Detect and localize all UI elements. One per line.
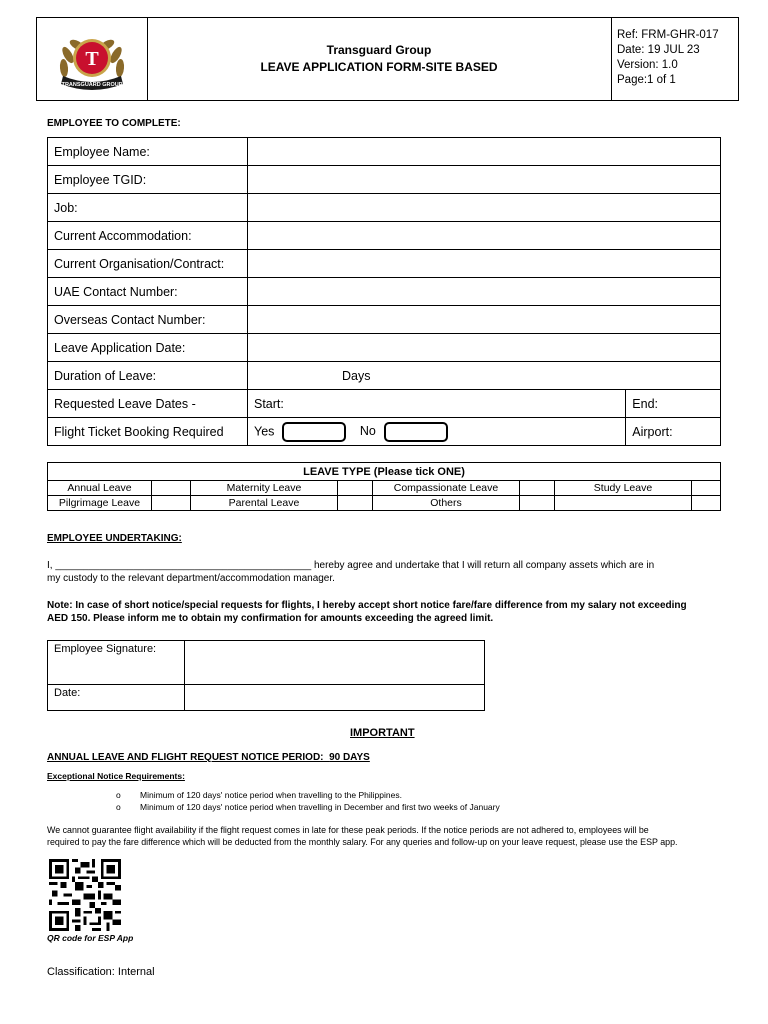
annual-leave-tick[interactable] <box>152 481 191 496</box>
yes-label: Yes <box>254 423 275 438</box>
table-row <box>48 463 721 481</box>
empty-cell <box>692 496 721 511</box>
company-logo <box>37 18 147 100</box>
list-item <box>116 801 500 813</box>
qr-code-icon <box>47 859 123 931</box>
leave-option-label: Parental Leave <box>191 496 338 511</box>
header-title-cell <box>147 18 612 100</box>
table-row <box>48 166 721 194</box>
undertaking-line: my custody to the relevant department/accommodation manager. <box>47 573 335 584</box>
overseas-contact-input[interactable] <box>248 306 721 334</box>
ref-number: Ref: FRM-GHR-017 <box>617 29 719 41</box>
airport-label: Airport: <box>632 424 673 439</box>
maternity-leave-tick[interactable] <box>338 481 373 496</box>
exceptional-heading: Exceptional Notice Requirements: <box>47 771 185 781</box>
date-label: Date: <box>48 685 185 711</box>
field-label: Duration of Leave: <box>48 362 248 390</box>
no-checkbox[interactable] <box>384 422 448 442</box>
signature-label: Employee Signature: <box>48 641 185 685</box>
company-name: Transguard Group <box>326 43 432 57</box>
table-row <box>48 138 721 166</box>
leave-option-label: Others <box>373 496 520 511</box>
logo-letter: T <box>85 48 99 70</box>
undertaking-heading: EMPLOYEE UNDERTAKING: <box>47 533 182 544</box>
bullet-icon: o <box>116 802 121 812</box>
parental-leave-tick[interactable] <box>338 496 373 511</box>
leave-option-label: Pilgrimage Leave <box>48 496 152 511</box>
employee-section-heading: EMPLOYEE TO COMPLETE: <box>47 118 181 129</box>
leave-type-heading: LEAVE TYPE (Please tick ONE) <box>48 463 721 481</box>
flight-booking-options <box>248 418 626 446</box>
no-label: No <box>359 423 376 438</box>
list-item <box>116 789 500 801</box>
signature-table <box>47 640 485 711</box>
table-row <box>48 481 721 496</box>
leave-option-label: Maternity Leave <box>191 481 338 496</box>
field-label: Employee Name: <box>48 138 248 166</box>
table-row <box>48 362 721 390</box>
start-label: Start: <box>254 396 284 411</box>
logo-cell <box>37 18 148 100</box>
accommodation-input[interactable] <box>248 222 721 250</box>
yes-checkbox[interactable] <box>282 422 346 442</box>
organisation-input[interactable] <box>248 250 721 278</box>
study-leave-tick[interactable] <box>692 481 721 496</box>
notice-period-label: ANNUAL LEAVE AND FLIGHT REQUEST NOTICE PERIOD: <box>47 752 324 763</box>
field-label: Requested Leave Dates - <box>48 390 248 418</box>
notice-period-value: 90 DAYS <box>329 752 370 763</box>
table-row <box>48 194 721 222</box>
airport-input[interactable] <box>626 418 721 446</box>
field-label: Leave Application Date: <box>48 334 248 362</box>
start-date-input[interactable] <box>248 390 626 418</box>
table-row <box>48 306 721 334</box>
table-row <box>48 250 721 278</box>
bullet-text: Minimum of 120 days' notice period when travelling in December and first two weeks of January <box>140 802 500 812</box>
field-label: Current Organisation/Contract: <box>48 250 248 278</box>
field-label: UAE Contact Number: <box>48 278 248 306</box>
employee-name-input[interactable] <box>248 138 721 166</box>
exceptional-list <box>116 789 500 813</box>
table-row <box>48 641 485 685</box>
leave-option-label: Annual Leave <box>48 481 152 496</box>
bullet-icon: o <box>116 790 121 800</box>
table-row <box>48 685 485 711</box>
logo-ribbon-text: TRANSGUARD GROUP <box>61 82 123 88</box>
undertaking-line: I, ______________________________________________ hereby agree and undertake that I will return all company assets which are in <box>47 560 655 571</box>
leave-option-label: Study Leave <box>555 481 692 496</box>
form-header <box>36 17 739 101</box>
table-row <box>48 496 721 511</box>
important-heading: IMPORTANT <box>350 727 415 739</box>
short-notice-note <box>47 599 737 625</box>
signature-input[interactable] <box>185 641 485 685</box>
note-line: AED 150. Please inform me to obtain my confirmation for amounts exceeding the agreed limit. <box>47 613 494 624</box>
application-date-input[interactable] <box>248 334 721 362</box>
leave-option-label: Compassionate Leave <box>373 481 520 496</box>
duration-input[interactable] <box>248 362 721 390</box>
field-label: Current Accommodation: <box>48 222 248 250</box>
others-tick[interactable] <box>520 496 555 511</box>
paragraph-line: We cannot guarantee flight availability if the flight request comes in late for these peak periods. If the notice periods are not adhered to, employees will be <box>47 825 649 835</box>
empty-cell <box>555 496 692 511</box>
flight-availability-paragraph <box>47 824 737 848</box>
form-title: LEAVE APPLICATION FORM-SITE BASED <box>260 60 498 74</box>
employee-details-table <box>47 137 721 446</box>
signature-date-input[interactable] <box>185 685 485 711</box>
doc-version: Version: 1.0 <box>617 59 678 71</box>
field-label: Overseas Contact Number: <box>48 306 248 334</box>
table-row <box>48 418 721 446</box>
table-row <box>48 222 721 250</box>
table-row <box>48 278 721 306</box>
field-label: Flight Ticket Booking Required <box>48 418 248 446</box>
employee-tgid-input[interactable] <box>248 166 721 194</box>
table-row <box>48 390 721 418</box>
field-label: Employee TGID: <box>48 166 248 194</box>
compassionate-leave-tick[interactable] <box>520 481 555 496</box>
paragraph-line: required to pay the fare difference which will be deducted from the monthly salary. For any queries and follow-up on your leave request, please use the ESP app. <box>47 837 678 847</box>
leave-type-table <box>47 462 721 511</box>
job-input[interactable] <box>248 194 721 222</box>
document-control <box>617 28 719 88</box>
classification-label: Classification: Internal <box>47 966 155 978</box>
note-line: Note: In case of short notice/special requests for flights, I hereby accept short notice fare/fare difference from my salary not exceeding <box>47 600 687 611</box>
qr-caption: QR code for ESP App <box>47 933 134 943</box>
end-date-input[interactable] <box>626 390 721 418</box>
pilgrimage-leave-tick[interactable] <box>152 496 191 511</box>
notice-period <box>47 752 370 763</box>
undertaking-text <box>47 559 727 585</box>
page-number: Page:1 of 1 <box>617 74 676 86</box>
table-row <box>48 334 721 362</box>
days-label: Days <box>342 368 371 383</box>
bullet-text: Minimum of 120 days' notice period when travelling to the Philippines. <box>140 790 402 800</box>
doc-date: Date: 19 JUL 23 <box>617 44 700 56</box>
uae-contact-input[interactable] <box>248 278 721 306</box>
field-label: Job: <box>48 194 248 222</box>
end-label: End: <box>632 396 658 411</box>
